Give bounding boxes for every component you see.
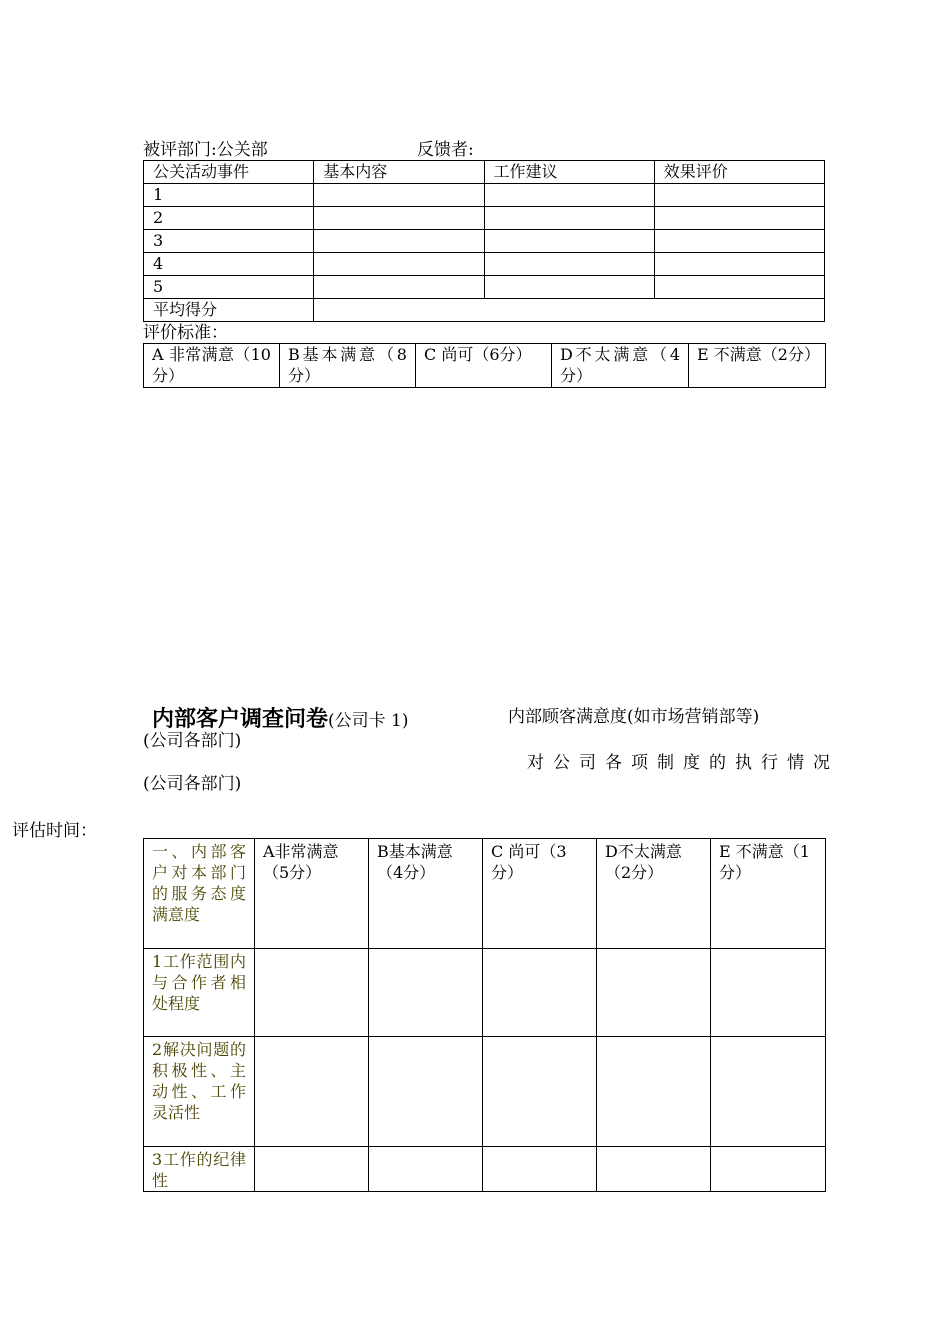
survey-title-line (152, 702, 409, 733)
criteria-label: 评价标准： (143, 323, 228, 343)
rating-cell[interactable] (255, 1037, 369, 1147)
table-row (144, 253, 825, 276)
question-cell: 1工作范围内与合作者相处程度 (144, 949, 255, 1037)
header-cell: 工作建议 (484, 161, 654, 184)
question-cell: 2解决问题的积极性、主动性、工作灵活性 (144, 1037, 255, 1147)
header-cell: 效果评价 (654, 161, 824, 184)
question-header-cell: 一、内部客户对本部门的服务态度满意度 (144, 839, 255, 949)
input-cell[interactable] (654, 184, 824, 207)
question-cell: 3工作的纪律性 (144, 1147, 255, 1192)
criteria-row (144, 344, 826, 388)
row-number: 1 (144, 184, 314, 207)
rating-header-cell: B基本满意（4分） (369, 839, 483, 949)
table-header-row (144, 839, 826, 949)
satisfaction-survey-table (143, 838, 826, 1192)
rating-cell[interactable] (483, 1147, 597, 1192)
criteria-cell: E 不满意（2分） (689, 344, 826, 388)
rating-cell[interactable] (711, 1147, 826, 1192)
criteria-cell: A 非常满意（10分） (144, 344, 280, 388)
table-row (144, 276, 825, 299)
rating-cell[interactable] (483, 949, 597, 1037)
average-value-cell[interactable] (314, 299, 825, 322)
pr-activity-table (143, 160, 825, 322)
table-row (144, 207, 825, 230)
row-number: 5 (144, 276, 314, 299)
criteria-cell: B基本满意（8分） (280, 344, 416, 388)
table-row (144, 949, 826, 1037)
input-cell[interactable] (484, 253, 654, 276)
criteria-table (143, 343, 826, 388)
input-cell[interactable] (484, 276, 654, 299)
input-cell[interactable] (314, 184, 484, 207)
rating-cell[interactable] (597, 1147, 711, 1192)
header-cell: 基本内容 (314, 161, 484, 184)
header-cell: 公关活动事件 (144, 161, 314, 184)
rating-cell[interactable] (711, 949, 826, 1037)
survey-system-line: 对公司各项制度的执行情况 (527, 753, 839, 773)
rating-header-cell: C 尚可（3分） (483, 839, 597, 949)
input-cell[interactable] (484, 207, 654, 230)
row-number: 3 (144, 230, 314, 253)
input-cell[interactable] (484, 230, 654, 253)
input-cell[interactable] (314, 276, 484, 299)
average-row (144, 299, 825, 322)
row-number: 4 (144, 253, 314, 276)
input-cell[interactable] (654, 253, 824, 276)
rating-cell[interactable] (711, 1037, 826, 1147)
input-cell[interactable] (314, 230, 484, 253)
input-cell[interactable] (654, 230, 824, 253)
input-cell[interactable] (654, 207, 824, 230)
table-row (144, 230, 825, 253)
survey-right-title: 内部顾客满意度(如市场营销部等) (508, 707, 760, 727)
input-cell[interactable] (314, 207, 484, 230)
input-cell[interactable] (314, 253, 484, 276)
row-number: 2 (144, 207, 314, 230)
criteria-cell: D不太满意（4分） (552, 344, 689, 388)
rating-cell[interactable] (369, 1037, 483, 1147)
table-row (144, 1147, 826, 1192)
survey-subtitle-2: (公司各部门) (143, 774, 242, 794)
evaluated-dept-label: 被评部门:公关部 (143, 140, 268, 160)
evaluation-time-label: 评估时间： (12, 821, 97, 841)
rating-cell[interactable] (255, 1147, 369, 1192)
survey-subtitle: (公司各部门) (143, 731, 242, 751)
table-row (144, 184, 825, 207)
input-cell[interactable] (484, 184, 654, 207)
survey-title: 内部客户调查问卷 (152, 707, 329, 732)
rating-cell[interactable] (369, 949, 483, 1037)
rating-cell[interactable] (369, 1147, 483, 1192)
feedback-label: 反馈者: (417, 140, 474, 160)
rating-header-cell: E 不满意（1分） (711, 839, 826, 949)
input-cell[interactable] (654, 276, 824, 299)
rating-cell[interactable] (483, 1037, 597, 1147)
average-label: 平均得分 (144, 299, 314, 322)
rating-header-cell: D不太满意（2分） (597, 839, 711, 949)
table-row (144, 1037, 826, 1147)
rating-cell[interactable] (597, 1037, 711, 1147)
survey-title-suffix: (公司卡 1) (328, 711, 409, 731)
table-header-row (144, 161, 825, 184)
rating-header-cell: A非常满意（5分） (255, 839, 369, 949)
criteria-cell: C 尚可（6分） (416, 344, 552, 388)
rating-cell[interactable] (597, 949, 711, 1037)
rating-cell[interactable] (255, 949, 369, 1037)
